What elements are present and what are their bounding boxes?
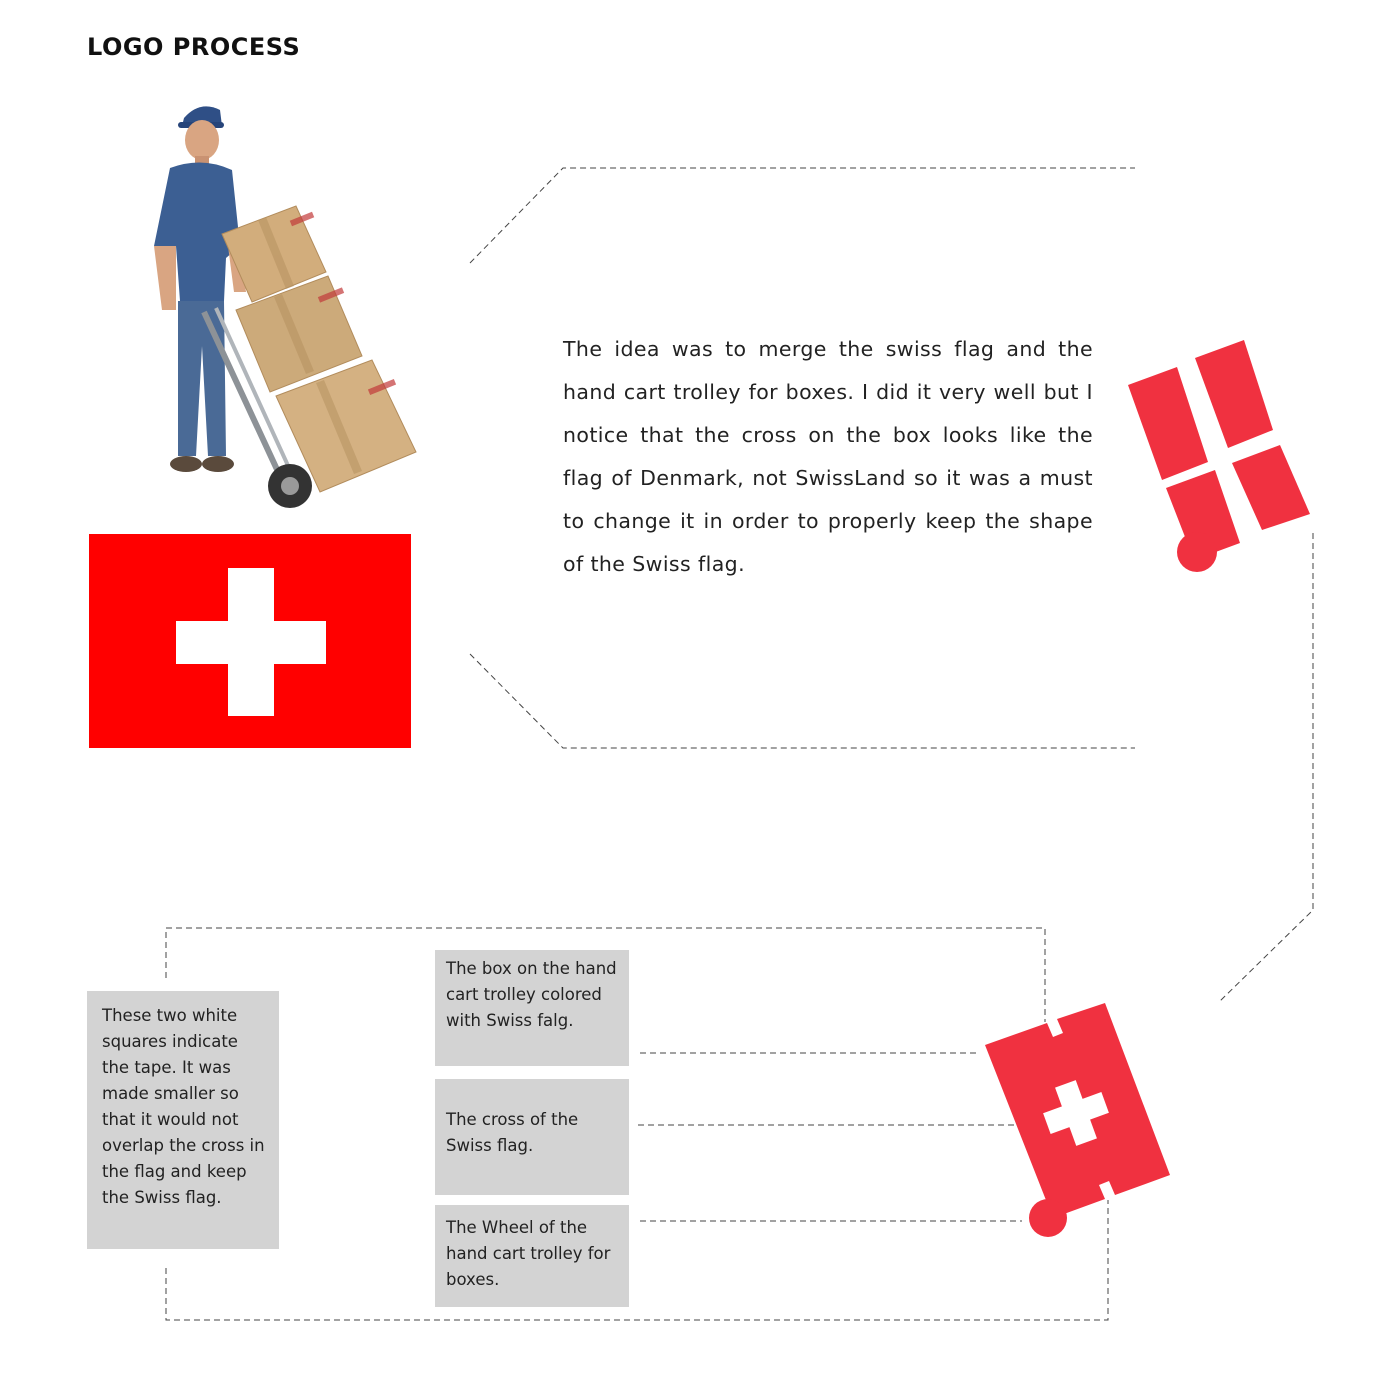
tape-note: These two white squares indicate the tape. It was made smaller so that it would not overlap the cross in the flag and keep the Swiss flag. [87, 991, 279, 1249]
right-connector-line [1218, 533, 1313, 1003]
box-note: The box on the hand cart trolley colored with Swiss falg. [435, 950, 629, 1066]
cross-note: The cross of the Swiss flag. [435, 1079, 629, 1195]
top-bracket-line [470, 168, 1135, 263]
wheel-note: The Wheel of the hand cart trolley for boxes. [435, 1205, 629, 1307]
swiss-flag [89, 534, 411, 748]
bottom-bracket-line [470, 654, 1135, 748]
final-logo-icon [975, 990, 1185, 1250]
page-title: LOGO PROCESS [87, 33, 301, 61]
frame-bottom-line [166, 1200, 1108, 1320]
first-logo-draft-icon [1120, 330, 1320, 580]
delivery-man-illustration [140, 96, 440, 516]
process-description: The idea was to merge the swiss flag and the hand cart trolley for boxes. I did it very well but I notice that the cross on the box looks like the flag of Denmark, not SwissLand so it was a must to change it in order to properly keep the shape of the Swiss flag. [563, 337, 1093, 576]
